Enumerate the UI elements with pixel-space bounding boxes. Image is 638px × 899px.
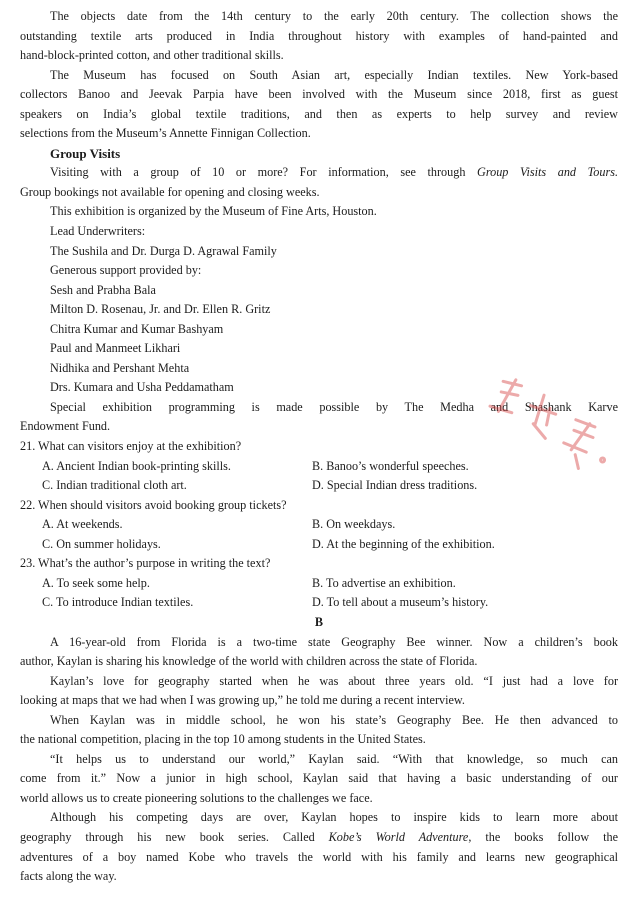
text-line: Special exhibition programming is made possible by The Medha and Shashank Karve xyxy=(50,399,618,414)
text-line: outstanding textile arts produced in India throughout history with examples of hand-painted and xyxy=(20,28,618,43)
text-line: selections from the Museum’s Annette Finnigan Collection. xyxy=(20,126,311,141)
book-title: Kobe’s World Adventure xyxy=(328,829,469,844)
option-d[interactable]: D. At the beginning of the exhibition. xyxy=(312,536,495,551)
text-line: adventures of a boy named Kobe who travels the world with his family and learns new geographical xyxy=(20,849,618,864)
paragraph-kaylan-love xyxy=(20,672,618,711)
text-span: geography through his new book series. Called xyxy=(20,829,329,844)
question-23 xyxy=(20,554,618,613)
question-stem: 22. When should visitors avoid booking group tickets? xyxy=(20,497,287,512)
text-line: The objects date from the 14th century to the early 20th century. The collection shows the xyxy=(50,9,618,23)
option-c[interactable]: C. To introduce Indian textiles. xyxy=(42,595,194,610)
option-b[interactable]: B. Banoo’s wonderful speeches. xyxy=(312,458,469,473)
text-line: Although his competing days are over, Kaylan hopes to inspire kids to learn more about xyxy=(50,810,618,825)
paragraph-objects xyxy=(20,7,618,66)
text-line: Endowment Fund. xyxy=(20,419,111,434)
paragraph-kaylan-school xyxy=(20,711,618,750)
option-row xyxy=(20,535,618,555)
paragraph-kaylan-books xyxy=(20,808,618,886)
question-22 xyxy=(20,496,618,555)
text-line: speakers on India’s global textile traditions, and then as experts to help survey and review xyxy=(20,106,618,121)
option-c[interactable]: C. Indian traditional cloth art. xyxy=(42,478,187,493)
option-a[interactable]: A. At weekends. xyxy=(42,517,123,532)
text-line: world allows us to create pioneering solutions to the challenges we face. xyxy=(20,790,373,805)
passage-b-label: B xyxy=(314,614,324,629)
text-line: come from it.” Now a junior in high school, Kaylan said that having a basic understanding of our xyxy=(20,771,618,786)
group-bookings-note: Group bookings not available for opening and closing weeks. xyxy=(20,184,320,199)
option-row xyxy=(20,593,618,613)
supporter-item: Nidhika and Pershant Mehta xyxy=(50,360,190,375)
support-label: Generous support provided by: xyxy=(50,263,202,278)
group-visits-info xyxy=(20,163,618,183)
supporter-item: Milton D. Rosenau, Jr. and Dr. Ellen R. Gritz xyxy=(50,302,271,317)
supporter-item: Drs. Kumara and Usha Peddamatham xyxy=(50,380,234,395)
question-stem: 21. What can visitors enjoy at the exhibition? xyxy=(20,439,242,454)
option-b[interactable]: B. To advertise an exhibition. xyxy=(312,575,456,590)
text-line: the national competition, placing in the top 10 among students in the United States. xyxy=(20,732,426,747)
option-c[interactable]: C. On summer holidays. xyxy=(42,536,161,551)
option-b[interactable]: B. On weekdays. xyxy=(312,517,396,532)
option-d[interactable]: D. To tell about a museum’s history. xyxy=(312,595,489,610)
supporter-item: Chitra Kumar and Kumar Bashyam xyxy=(50,321,224,336)
supporter-item: Paul and Manmeet Likhari xyxy=(50,341,181,356)
paragraph-kaylan-quote xyxy=(20,750,618,809)
organizer-line: This exhibition is organized by the Museum of Fine Arts, Houston. xyxy=(50,204,377,219)
text-line: A 16-year-old from Florida is a two-time state Geography Bee winner. Now a children’s book xyxy=(50,634,618,649)
group-visits-heading: Group Visits xyxy=(50,145,121,161)
question-stem: 23. What’s the author’s purpose in writing the text? xyxy=(20,556,271,571)
supporter-item: Sesh and Prabha Bala xyxy=(50,282,156,297)
option-a[interactable]: A. Ancient Indian book-printing skills. xyxy=(42,458,231,473)
text-line: looking at maps that we had when I was growing up,” he told me during a recent interview. xyxy=(20,693,465,708)
group-visits-link[interactable]: Group Visits and Tours. xyxy=(477,165,618,180)
text-span: , the books follow the xyxy=(468,829,618,844)
text-line: author, Kaylan is sharing his knowledge of the world with children across the state of Florida. xyxy=(20,654,478,669)
text-line: facts along the way. xyxy=(20,869,117,884)
text-line: “It helps us to understand our world,” Kaylan said. “With that knowledge, so much can xyxy=(50,751,618,766)
paragraph-kaylan-intro xyxy=(20,633,618,672)
text-line xyxy=(20,828,618,848)
option-row xyxy=(20,574,618,594)
text-line: Kaylan’s love for geography started when he was about three years old. “I just had a love for xyxy=(50,673,618,688)
lead-underwriters-label: Lead Underwriters: xyxy=(50,224,146,239)
option-row xyxy=(20,515,618,535)
text-line: When Kaylan was in middle school, he won his state’s Geography Bee. He then advanced to xyxy=(50,712,618,727)
text-line: The Museum has focused on South Asian art, especially Indian textiles. New York-based xyxy=(50,67,618,82)
paragraph-museum xyxy=(20,66,618,144)
text-span: Visiting with a group of 10 or more? For information, see through xyxy=(50,165,478,180)
text-line: collectors Banoo and Jeevak Parpia have been involved with the Museum since 2018, first as guest xyxy=(20,87,618,102)
text-line: hand-block-printed cotton, and other traditional skills. xyxy=(20,48,284,63)
lead-underwriter-name: The Sushila and Dr. Durga D. Agrawal Family xyxy=(50,243,277,258)
option-a[interactable]: A. To seek some help. xyxy=(42,575,150,590)
option-d[interactable]: D. Special Indian dress traditions. xyxy=(312,478,478,493)
